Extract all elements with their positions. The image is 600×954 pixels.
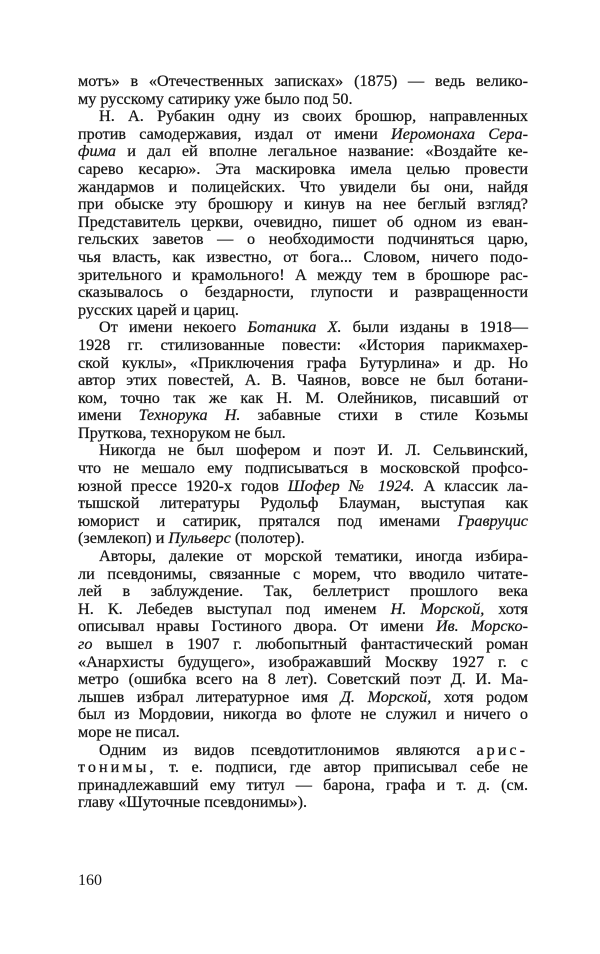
italic-pseudonym: го xyxy=(78,635,93,653)
paragraph xyxy=(78,548,528,742)
text-line xyxy=(78,91,528,109)
italic-pseudonym: Ив. Морско- xyxy=(435,617,528,636)
text-line xyxy=(78,231,528,249)
text-line xyxy=(78,530,528,548)
text-line xyxy=(78,706,528,724)
text-segment: что не мешало ему подписываться в московской профсо- xyxy=(78,459,528,478)
italic-pseudonym: Гравруцис xyxy=(457,511,528,530)
text-segment: мотъ» в «Отечественных записках» (1875) — ведь велико- xyxy=(78,72,528,90)
text-line xyxy=(78,73,528,91)
paragraph xyxy=(78,742,528,812)
italic-pseudonym: Н. Морской, xyxy=(390,599,485,618)
text-line xyxy=(78,654,528,672)
spaced-term: тонимы, xyxy=(78,758,157,777)
text-segment: т. е. подписи, где автор приписывал себе не xyxy=(156,758,528,777)
text-segment: Н. К. Лебедев выступал под именем xyxy=(78,599,391,618)
text-line xyxy=(78,161,528,179)
text-segment: вышел в 1907 г. любопытный фантастический роман xyxy=(92,635,528,653)
text-segment: чья власть, как известно, от бога... Словом, ничего подо- xyxy=(78,247,528,266)
text-segment: русских царей и цариц. xyxy=(78,300,239,319)
paragraph xyxy=(78,108,528,319)
text-segment: 1928 гг. стилизованные повести: «История парикмахер- xyxy=(78,335,528,354)
text-segment: автор этих повестей, А. В. Чаянов, вовсе не был ботани- xyxy=(78,371,528,390)
text-line xyxy=(78,759,528,777)
text-line xyxy=(78,618,528,636)
text-line xyxy=(78,337,528,355)
text-segment: ли псевдонимы, связанные с морем, что вводило читате- xyxy=(78,564,528,583)
text-segment: лышев избрал литературное имя xyxy=(78,687,341,706)
text-line xyxy=(78,284,528,302)
text-segment: (землекоп) и xyxy=(78,529,169,548)
text-segment: зрительного и крамольного! А между тем в брошюре рас- xyxy=(78,265,528,284)
text-segment: хотя родом xyxy=(431,687,528,706)
text-segment: был из Мордовии, никогда во флоте не служил и ничего о xyxy=(78,705,528,724)
text-line xyxy=(78,583,528,601)
text-segment: От имени некоего xyxy=(99,318,248,337)
text-line xyxy=(78,566,528,584)
text-line xyxy=(78,671,528,689)
text-segment: Одним из видов псевдотитлонимов являются xyxy=(99,740,477,759)
text-segment: главу «Шуточные псевдонимы»). xyxy=(78,793,308,812)
text-segment: лей в заблуждение. Так, беллетрист прошлого века xyxy=(78,582,528,601)
text-segment: метро (ошибка всего на 8 лет). Советский поэт Д. И. Ма- xyxy=(78,670,528,689)
text-segment: забавные стихи в стиле Козьмы xyxy=(240,406,529,425)
text-segment: жандармов и полицейских. Что увидели бы они, найдя xyxy=(78,177,528,196)
text-segment: юморист и сатирик, прятался под именами xyxy=(78,511,458,530)
text-line xyxy=(78,249,528,267)
italic-pseudonym: Иеромонаха Сера- xyxy=(391,124,529,143)
text-segment: принадлежавший ему титул — барона, графа и т. д. (см. xyxy=(78,775,528,794)
italic-pseudonym: фима xyxy=(78,142,117,161)
italic-pseudonym: Шофер № 1924. xyxy=(287,476,415,495)
text-segment: имени xyxy=(78,406,139,425)
text-segment: описывал нравы Гостиного двора. От имени xyxy=(78,617,436,636)
text-line xyxy=(78,214,528,232)
text-segment: ской куклы», «Приключения графа Бутурлина» и др. Но xyxy=(78,353,528,372)
italic-pseudonym: Д. Морской, xyxy=(340,687,432,706)
text-line xyxy=(78,442,528,460)
paragraph xyxy=(78,319,528,442)
text-segment: сказывалось о бездарности, глупости и развращенности xyxy=(78,283,528,302)
text-line xyxy=(78,794,528,812)
text-line xyxy=(78,513,528,531)
text-line xyxy=(78,407,528,425)
text-line xyxy=(78,724,528,742)
text-segment: (полотер). xyxy=(230,529,305,548)
text-segment: против самодержавия, издал от имени xyxy=(78,124,392,143)
spaced-term: арис- xyxy=(476,740,528,759)
book-page-text xyxy=(78,73,528,812)
text-line xyxy=(78,636,528,654)
text-segment: Представитель церкви, очевидно, пишет об одном из еван- xyxy=(78,212,528,231)
text-segment: юзной прессе 1920-х годов xyxy=(78,476,288,495)
text-segment: море не писал. xyxy=(78,722,180,741)
text-line xyxy=(78,143,528,161)
text-line xyxy=(78,267,528,285)
text-line xyxy=(78,425,528,443)
text-segment: при обыске эту брошюру и кинув на нее беглый взгляд? xyxy=(78,195,528,214)
paragraph xyxy=(78,73,528,108)
text-line xyxy=(78,108,528,126)
text-line xyxy=(78,372,528,390)
text-segment: «Анархисты будущего», изображавший Москву 1927 г. с xyxy=(78,652,528,671)
text-segment: Авторы, далекие от морской тематики, иногда избира- xyxy=(99,547,528,566)
text-segment: сарево кесарю». Эта маскировка имела целью провести xyxy=(78,159,528,178)
italic-pseudonym: Технорука Н. xyxy=(138,406,241,425)
text-line xyxy=(78,478,528,496)
text-line xyxy=(78,126,528,144)
text-line xyxy=(78,742,528,760)
paragraph xyxy=(78,442,528,548)
text-segment: тышской литературы Рудольф Блауман, выступая как xyxy=(78,494,528,513)
italic-pseudonym: Ботаника Х. xyxy=(247,318,342,337)
text-line xyxy=(78,460,528,478)
text-line xyxy=(78,196,528,214)
text-line xyxy=(78,548,528,566)
text-segment: Пруткова, техноруком не был. xyxy=(78,423,286,442)
text-line xyxy=(78,601,528,619)
text-segment: были изданы в 1918— xyxy=(341,318,528,337)
text-line xyxy=(78,355,528,373)
text-segment: и дал ей вполне легальное название: «Воздайте ке- xyxy=(116,142,528,161)
text-segment: му русскому сатирику уже было под 50. xyxy=(78,89,353,108)
text-line xyxy=(78,302,528,320)
italic-pseudonym: Пульверс xyxy=(168,529,231,548)
text-segment: гельских заветов — о необходимости подчиняться царю, xyxy=(78,230,528,249)
text-line xyxy=(78,495,528,513)
text-segment: Н. А. Рубакин одну из своих брошюр, направленных xyxy=(99,107,528,126)
text-segment: Никогда не был шофером и поэт И. Л. Сельвинский, xyxy=(99,441,528,460)
text-line xyxy=(78,390,528,408)
text-line xyxy=(78,319,528,337)
text-line xyxy=(78,689,528,707)
text-segment: ком, точно так же как Н. М. Олейников, писавший от xyxy=(78,388,528,407)
text-segment: А классик ла- xyxy=(414,476,528,495)
text-line xyxy=(78,777,528,795)
page-number: 160 xyxy=(78,872,102,889)
text-segment: хотя xyxy=(484,599,528,618)
text-line xyxy=(78,179,528,197)
